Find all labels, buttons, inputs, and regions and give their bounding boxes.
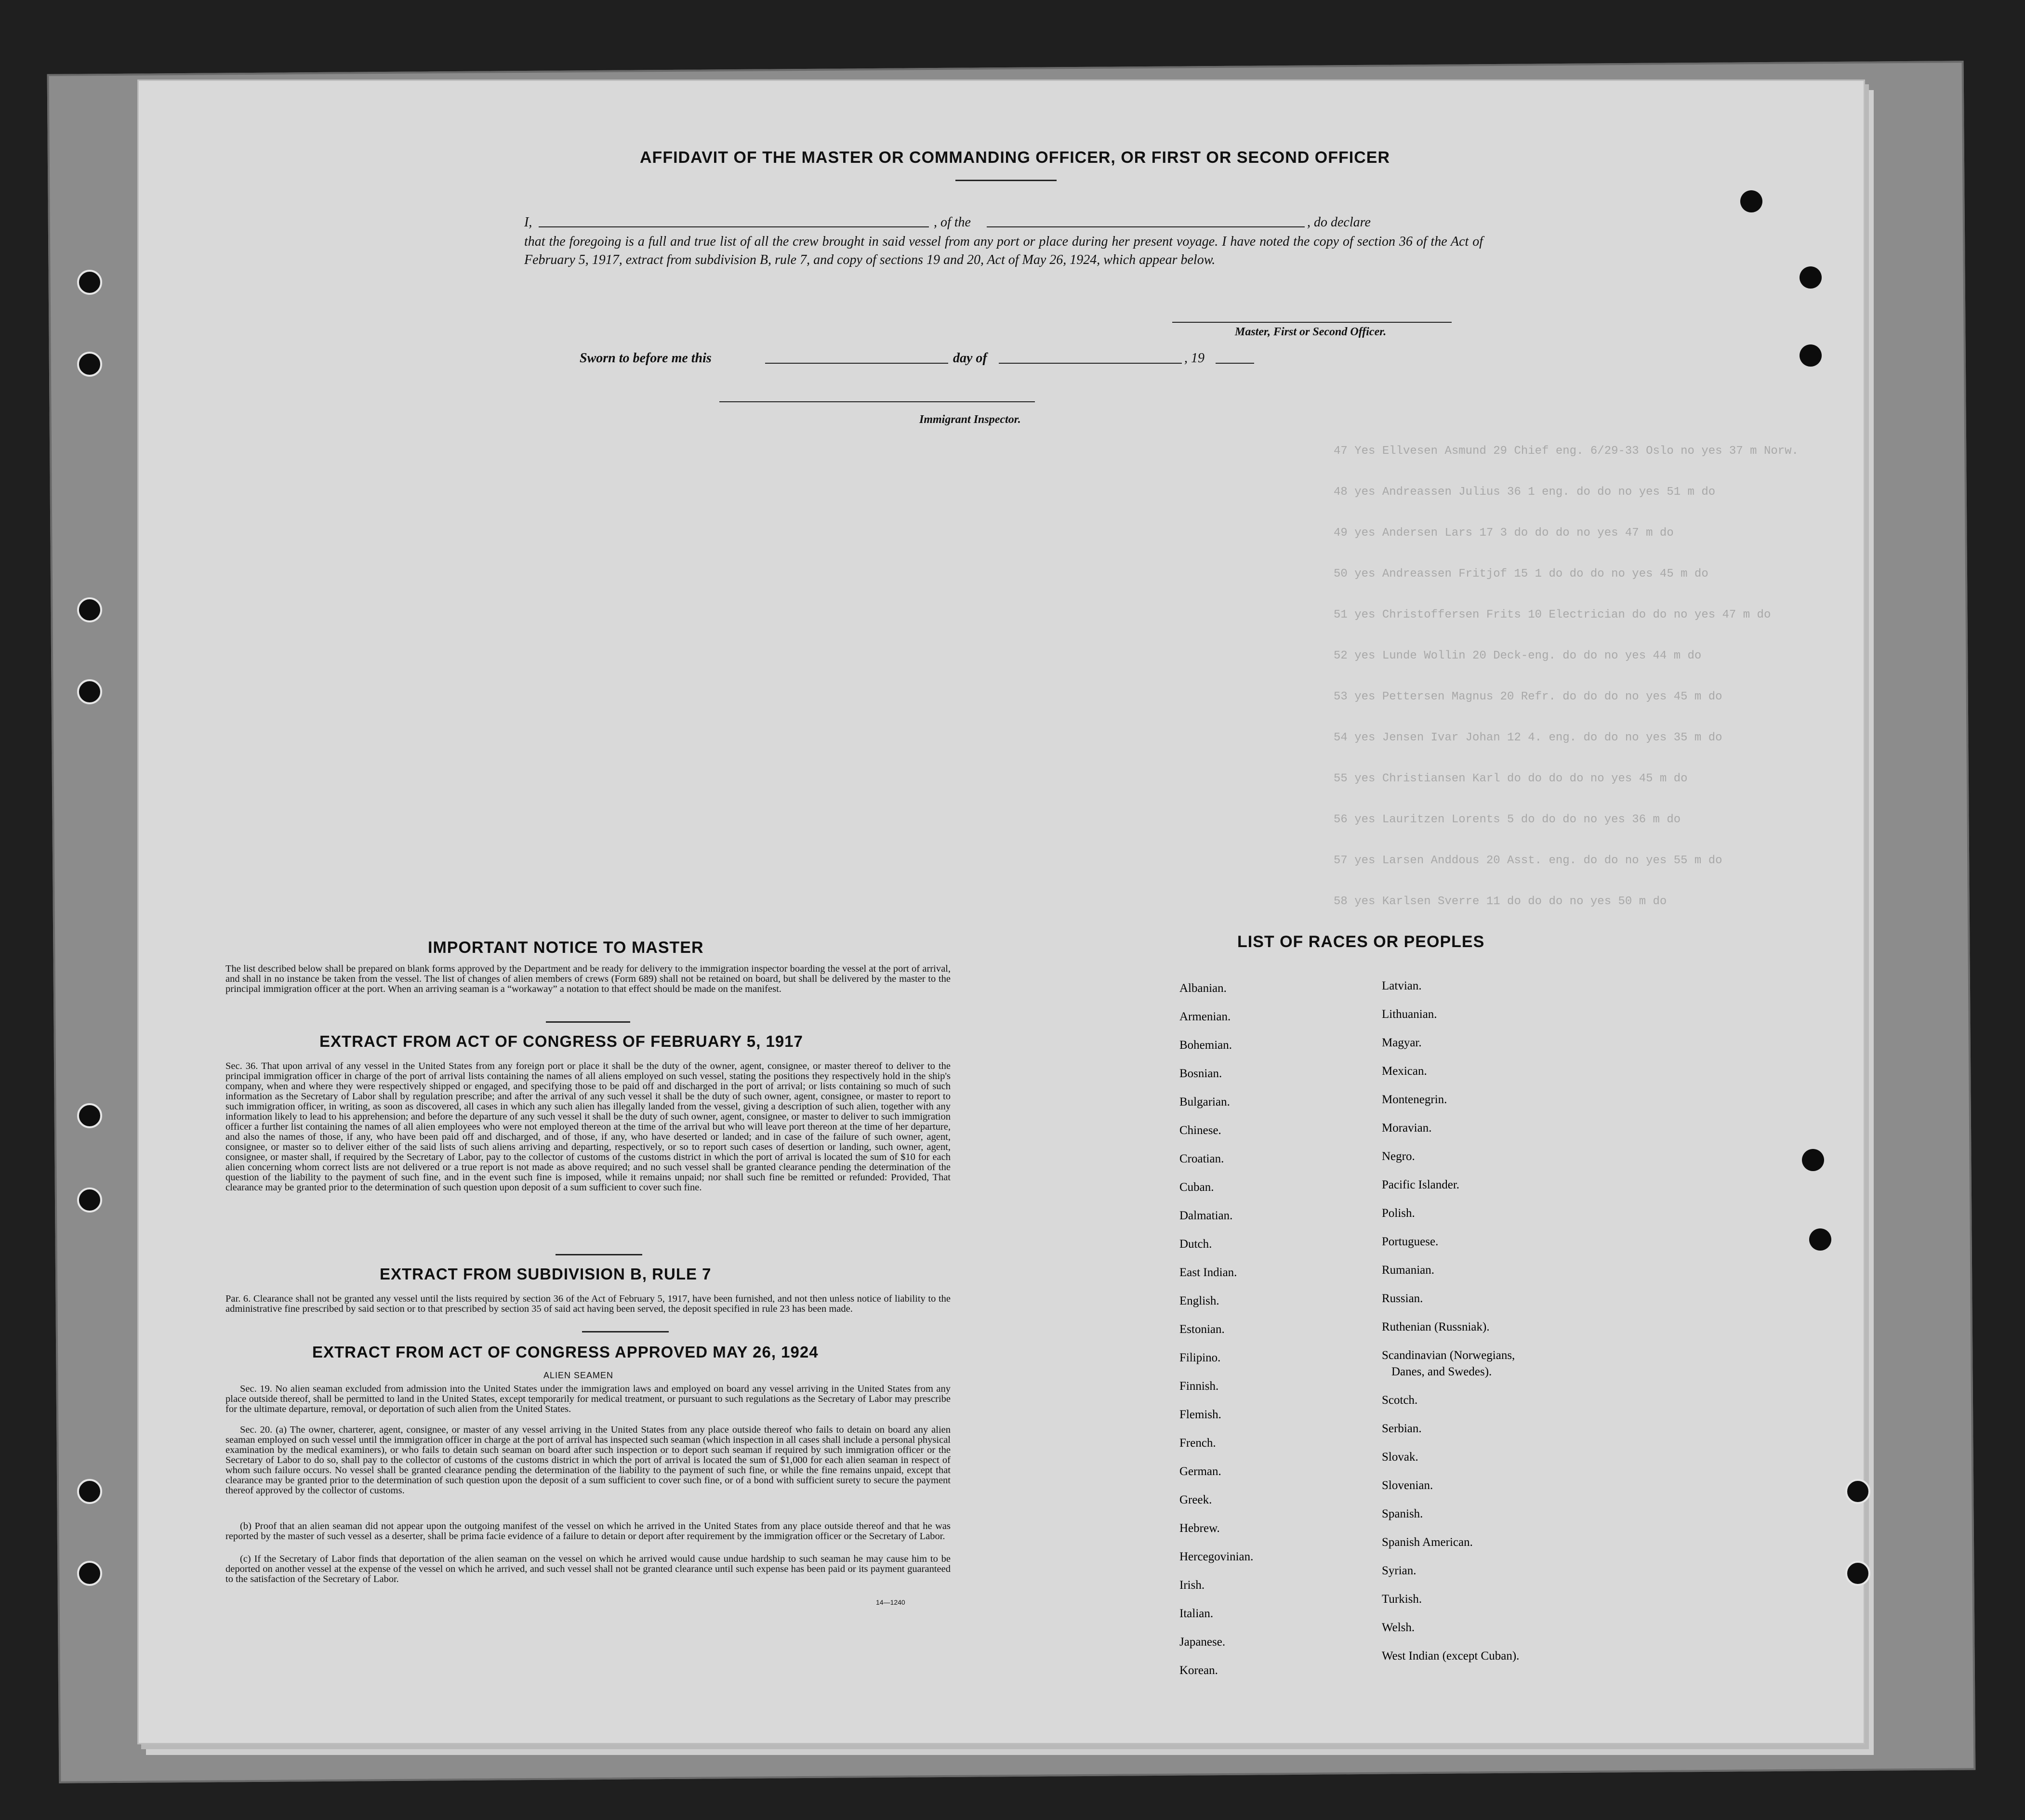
race-item: Serbian.: [1382, 1422, 1422, 1435]
punch-dot: [1800, 344, 1822, 367]
race-item: French.: [1179, 1437, 1216, 1450]
race-item: Danes, and Swedes).: [1391, 1365, 1492, 1378]
name-blank-line[interactable]: [539, 226, 929, 227]
punch-hole: [77, 1479, 102, 1504]
affidavit-title: AFFIDAVIT OF THE MASTER OR COMMANDING OFFICER, OR FIRST OR SECOND OFFICER: [640, 148, 1390, 167]
race-item: Croatian.: [1179, 1152, 1224, 1165]
sworn-label: Sworn to before me this: [580, 351, 712, 366]
race-item: Bosnian.: [1179, 1067, 1222, 1080]
manifest-back-page: 47 Yes Ellvesen Asmund 29 Chief eng. 6/29-33 Oslo no yes 37 m Norw. 48 yes Andreassen Julius 36 1 eng. do do no yes 51 m do 49 yes Andersen Lars 17 3 do do do no yes 47 m do 50 yes Andreassen Fritjof 15 1 do do do no yes 45 m do 51 yes Christoffersen Frits 10 Electrician do do no yes 47 m do 52 yes Lunde Wollin 20 Deck-eng. do do no yes 44 m do 53 yes Pettersen Magnus 20 Refr. do do do no yes 45 m do 54 yes Jensen Ivar Johan 12 4. eng. do do no yes 35 m do 55 yes Christiansen Karl do do do do no yes 45 m do 56 yes Lauritzen Lorents 5 do do do no yes 36 m do 57 yes Larsen Anddous 20 Asst. eng. do do no yes 55 m do 58 yes Karlsen Sverre 11 do do do no yes 50 m do AFFIDAVIT OF THE MASTER OR COMMANDING OFFICER, OR FIRST OR SECOND OFFICER I, , of the , do declare that the foregoing is a full and true list of all the crew brought in said vessel from any port or place during her present voyage. I have noted the copy of section 36 of the Act of February 5, 1917, extract from subdivision B, rule 7, and copy of sections 19 and 20, Act of May 26, 1924, which appear below. Master, First or Second Officer. Sworn to before me this day of , 19 Immigrant Inspector. IMPORTANT NOTICE TO MASTER The list described below shall be prepared on blank forms approved by the Department and be ready for delivery to the immigration inspector boarding the vessel at the port of arrival, and shall in no instance be taken from the vessel. The list of changes of alien members of crews (Form 689) shall not be retained on board, but shall be delivered by the master to the principal immigration officer at the port. When an arriving seaman is a “workaway” a notation to that effect should be made on the manifest. EXTRACT FROM ACT OF CONGRESS OF FEBRUARY 5, 1917 Sec. 36. That upon arrival of any vessel in the United States from any foreign port or place it shall be the duty of the owner, agent, consignee, or master thereof to deliver to the principal immigration officer in charge of the port of arrival lists containing the names of all aliens employed on such vessel, stating the positions they respectively hold in the ship's company, when and where they were respectively shipped or engaged, and specifying those to be paid off and discharged in the port of arrival; or lists containing so much of such information as the Secretary of Labor shall by regulation prescribe; and after the arrival of any such vessel it shall be the duty of such owner, agent, consignee, or master to report to such immigration officer, in writing, as soon as discovered, all cases in which any such alien has illegally landed from the vessel, giving a description of such alien, together with any information likely to lead to his apprehension; and before the departure of any such vessel it shall be the duty of such owner, agent, consignee, or master to deliver to such immigration officer a further list containing the names of all alien employees who were not employed thereon at the time of the arrival but who will leave port thereon at the time of her departure, and also the names of those, if any, who have been paid off and discharged, and of those, if any, who have deserted or landed; and in case of the failure of such owner, agent, consignee, or master so to deliver either of the said lists of such aliens arriving and departing, respectively, or so to report such cases of desertion or landing, such owner, agent, consignee, or master shall, if required by the Secretary of Labor, pay to the collector of customs of the customs district in which the port of arrival is located the sum of $10 for each alien concerning whom correct lists are not delivered or a true report is not made as above required; and no such vessel shall be granted clearance pending the determination of the question of the liability to the payment of such fine, and in the event such fine is imposed, while it remains unpaid; nor shall such fine be remitted or refunded: Provided, That clearance may be granted prior to the determination of such question upon deposit of a sum sufficient to cover such fine. EXTRACT FROM SUBDIVISION B, RULE 7 Par. 6. Clearance shall not be granted any vessel until the lists required by section 36 of the Act of February 5, 1917, have been furnished, and not then unless notice of liability to the administrative fine prescribed by said section or to that prescribed by section 35 of said act having been served, the deposit specified in rule 23 has been made. EXTRACT FROM ACT OF CONGRESS APPROVED MAY 26, 1924 ALIEN SEAMEN Sec. 19. No alien seaman excluded from admission into the United States under the immigration laws and employed on board any vessel arriving in the United States from any place outside thereof, shall be permitted to land in the United States, except temporarily for medical treatment, or pursuant to such regulations as the Secretary of Labor may prescribe for the ultimate departure, removal, or deportation of such alien from the United States. Sec. 20. (a) The owner, charterer, agent, consignee, or master of any vessel arriving in the United States from any place outside thereof who fails to detain on board any alien seaman employed on such vessel until the immigration officer in charge at the port of arrival has inspected such seaman (which inspection in all cases shall include a personal physical examination by the medical examiners), or who fails to detain such seaman on board after such inspection or to deport such seaman if required by such immigration officer or the Secretary of Labor to do so, shall pay to the collector of customs of the customs district in which the port of arrival is located the sum of $1,000 for each alien seaman in respect of whom such failure occurs. No vessel shall be granted clearance pending the determination of the liability to the payment of such fine, or while the fine remains unpaid, except that clearance may be granted prior to the determination of such question upon the deposit of a sum sufficient to cover such fine, or of a bond with sufficient surety to secure the payment thereof approved by the collector of customs. (b) Proof that an alien seaman did not appear upon the outgoing manifest of the vessel on which he arrived in the United States from any place outside thereof and that he was reported by the master of such vessel as a deserter, shall be prima facie evidence of a failure to detain or deport after requirement by the immigration officer or the Secretary of Labor. (c) If the Secretary of Labor finds that deportation of the alien seaman on the vessel on which he arrived would cause undue hardship to such seaman he may cause him to be deported on another vessel at the expense of the vessel on which he arrived, and such vessel shall not be granted clearance until such expense has been paid or its payment guaranteed to the satisfaction of the Secretary of Labor. 14—1240 LIST OF RACES OR PEOPLES Albanian. Armenian. Bohemian. Bosnian. Bulgarian. Chinese. Croatian. Cuban. Dalmatian. Dutch. East Indian. English. Estonian. Filipino. Finnish. Flemish. French. German. Greek. Hebrew. Hercegovinian. Irish. Italian. Japanese. Korean. Latvian. Lithuanian. Magyar. Mexican. Montenegrin. Moravian. Negro. Pacific Islander. Polish. Portuguese. Rumanian. Russian. Ruthenian (Russniak). Scandinavian (Norwegians, Danes, and Swedes). Scotch. Serbian. Slovak. Slovenian. Spanish. Spanish American. Syrian. Turkish. Welsh. West Indian (except Cuban).: [137, 79, 1865, 1744]
punch-dot: [1740, 190, 1762, 212]
race-item: Magyar.: [1382, 1036, 1422, 1049]
extract-rule7-text: Par. 6. Clearance shall not be granted any vessel until the lists required by section 36 of the Act of February 5, 1917, have been furnished, and not then unless notice of liability to the administrative fine prescribed by said section or to that prescribed by section 35 of said act having been served, the deposit specified in rule 23 has been made.: [225, 1293, 951, 1314]
affidavit-i-label: I,: [524, 215, 532, 230]
punch-hole: [77, 1103, 102, 1128]
extract-rule7-title: EXTRACT FROM SUBDIVISION B, RULE 7: [380, 1265, 712, 1283]
race-item: Negro.: [1382, 1150, 1415, 1163]
race-item: Welsh.: [1382, 1621, 1415, 1634]
punch-hole: [77, 1561, 102, 1586]
race-item: Greek.: [1179, 1493, 1212, 1506]
sec19-text: Sec. 19. No alien seaman excluded from admission into the United States under the immigration laws and employed on board any vessel arriving in the United States from any place outside thereof, shall be permitted to land in the United States, except temporarily for medical treatment, or pursuant to such regulations as the Secretary of Labor may prescribe for the ultimate departure, removal, or deportation of such alien from the United States.: [225, 1384, 951, 1414]
punch-dot: [1809, 1228, 1831, 1251]
month-line[interactable]: [999, 363, 1182, 364]
inspector-signature-line[interactable]: [719, 401, 1035, 402]
inspector-caption: Immigrant Inspector.: [919, 413, 1021, 426]
race-item: Armenian.: [1179, 1010, 1231, 1023]
race-item: Polish.: [1382, 1207, 1415, 1220]
race-item: Slovak.: [1382, 1451, 1418, 1464]
race-item: Bulgarian.: [1179, 1095, 1230, 1108]
race-item: Albanian.: [1179, 982, 1227, 995]
race-item: Irish.: [1179, 1579, 1205, 1592]
race-item: Latvian.: [1382, 979, 1422, 992]
punch-hole: [1845, 1561, 1870, 1586]
alien-seamen-subtitle: ALIEN SEAMEN: [543, 1371, 614, 1380]
punch-hole: [77, 1187, 102, 1213]
races-title: LIST OF RACES OR PEOPLES: [1237, 933, 1485, 951]
race-item: Spanish American.: [1382, 1536, 1473, 1549]
notice-text: The list described below shall be prepared on blank forms approved by the Department and be ready for delivery to the immigration inspector boarding the vessel at the port of arrival, and shall in no instance be taken from the vessel. The list of changes of alien members of crews (Form 689) shall not be retained on board, but shall be delivered by the master to the principal immigration officer at the port. When an arriving seaman is a “workaway” a notation to that effect should be made on the manifest.: [225, 963, 951, 994]
race-item: Pacific Islander.: [1382, 1178, 1460, 1191]
punch-hole: [77, 597, 102, 622]
races-column-2: [1382, 979, 1519, 1678]
race-item: Estonian.: [1179, 1323, 1225, 1336]
race-item: Spanish.: [1382, 1507, 1423, 1520]
sec20a-text: Sec. 20. (a) The owner, charterer, agent, consignee, or master of any vessel arriving in the United States from any place outside thereof who fails to detain on board any alien seaman employed on such vessel until the immigration officer in charge at the port of arrival has inspected such seaman (which inspection in all cases shall include a personal physical examination by the medical examiners), or who fails to detain such seaman on board after such inspection or to deport such seaman if required by such immigration officer or the Secretary of Labor to do so, shall pay to the collector of customs of the customs district in which the port of arrival is located the sum of $1,000 for each alien seaman in respect of whom such failure occurs. No vessel shall be granted clearance pending the determination of the liability to the payment of such fine, or while the fine remains unpaid, except that clearance may be granted prior to the determination of such question upon the deposit of a sum sufficient to cover such fine, or of a bond with sufficient surety to secure the payment thereof approved by the collector of customs.: [225, 1424, 951, 1496]
extract-1917-title: EXTRACT FROM ACT OF CONGRESS OF FEBRUARY 5, 1917: [319, 1032, 803, 1050]
form-number: 14—1240: [876, 1598, 905, 1606]
extract-1917-text: Sec. 36. That upon arrival of any vessel in the United States from any foreign port or place it shall be the duty of the owner, agent, consignee, or master thereof to deliver to the principal immigration officer in charge of the port of arrival lists containing the names of all aliens employed on such vessel, stating the positions they respectively hold in the ship's company, when and where they were respectively shipped or engaged, and specifying those to be paid off and discharged in the port of arrival; or lists containing so much of such information as the Secretary of Labor shall by regulation prescribe; and after the arrival of any such vessel it shall be the duty of such owner, agent, consignee, or master to report to such immigration officer, in writing, as soon as discovered, all cases in which any such alien has illegally landed from the vessel, giving a description of such alien, together with any information likely to lead to his apprehension; and before the departure of any such vessel it shall be the duty of such owner, agent, consignee, or master to deliver to such immigration officer a further list containing the names of all alien employees who were not employed thereon at the time of the arrival but who will leave port thereon at the time of her departure, and also the names of those, if any, who have been paid off and discharged, and of those, if any, who have deserted or landed; and in case of the failure of such owner, agent, consignee, or master so to deliver either of the said lists of such aliens arriving and departing, respectively, or so to report such cases of desertion or landing, such owner, agent, consignee, or master shall, if required by the Secretary of Labor, pay to the collector of customs of the customs district in which the port of arrival is located the sum of $10 for each alien concerning whom correct lists are not delivered or a true report is not made as above required; and no such vessel shall be granted clearance pending the determination of the question of the liability to the payment of such fine, and in the event such fine is imposed, while it remains unpaid; nor shall such fine be remitted or refunded: Provided, That clearance may be granted prior to the determination of such question upon deposit of a sum sufficient to cover such fine.: [225, 1061, 951, 1193]
races-column-1: [1179, 982, 1253, 1692]
master-signature-line[interactable]: [1172, 322, 1452, 323]
race-item: Rumanian.: [1382, 1264, 1435, 1277]
sworn-day-line[interactable]: [765, 363, 948, 364]
race-item: Filipino.: [1179, 1351, 1221, 1364]
race-item: Scotch.: [1382, 1394, 1418, 1407]
divider: [955, 180, 1057, 181]
race-item: Dalmatian.: [1179, 1209, 1233, 1222]
vessel-blank-line[interactable]: [987, 226, 1305, 227]
race-item: Korean.: [1179, 1664, 1218, 1677]
race-item: Scandinavian (Norwegians,: [1382, 1349, 1515, 1362]
race-item: Ruthenian (Russniak).: [1382, 1320, 1490, 1333]
race-item: Italian.: [1179, 1607, 1214, 1620]
race-item: West Indian (except Cuban).: [1382, 1649, 1520, 1662]
divider: [556, 1254, 642, 1255]
punch-hole: [77, 270, 102, 295]
race-item: Dutch.: [1179, 1238, 1212, 1251]
punch-dot: [1802, 1149, 1824, 1171]
punch-hole: [77, 352, 102, 377]
race-item: Syrian.: [1382, 1564, 1416, 1577]
race-item: Finnish.: [1179, 1380, 1219, 1393]
race-item: Moravian.: [1382, 1121, 1432, 1134]
affidavit-declare-label: , do declare: [1307, 215, 1371, 230]
race-item: Hebrew.: [1179, 1522, 1220, 1535]
race-item: Turkish.: [1382, 1593, 1422, 1606]
race-item: Japanese.: [1179, 1635, 1226, 1649]
affidavit-of-the-label: , of the: [934, 215, 971, 230]
race-item: Mexican.: [1382, 1065, 1427, 1078]
sec20b-text: (b) Proof that an alien seaman did not appear upon the outgoing manifest of the vessel on which he arrived in the United States from any place outside thereof and that he was reported by the master of such vessel as a deserter, shall be prima facie evidence of a failure to detain or deport after requirement by the immigration officer or the Secretary of Labor.: [225, 1521, 951, 1542]
race-item: Cuban.: [1179, 1181, 1214, 1194]
notice-title: IMPORTANT NOTICE TO MASTER: [428, 938, 704, 957]
punch-dot: [1800, 266, 1822, 289]
race-item: Montenegrin.: [1382, 1093, 1447, 1106]
race-item: Slovenian.: [1382, 1479, 1433, 1492]
divider: [546, 1021, 630, 1023]
punch-hole: [1845, 1479, 1870, 1504]
race-item: East Indian.: [1179, 1266, 1237, 1279]
race-item: Lithuanian.: [1382, 1008, 1437, 1021]
race-item: German.: [1179, 1465, 1221, 1478]
race-item: Hercegovinian.: [1179, 1550, 1254, 1563]
year-prefix-label: , 19: [1184, 351, 1204, 366]
race-item: English.: [1179, 1294, 1219, 1307]
day-of-label: day of: [953, 351, 987, 366]
race-item: Russian.: [1382, 1292, 1423, 1305]
punch-hole: [77, 679, 102, 704]
affidavit-paragraph: that the foregoing is a full and true list of all the crew brought in said vessel from any port or place during her present voyage. I have noted the copy of section 36 of the Act of February 5, 1917, extract from subdivision B, rule 7, and copy of sections 19 and 20, Act of May 26, 1924, which appear below.: [524, 234, 1483, 267]
race-item: Flemish.: [1179, 1408, 1221, 1421]
race-item: Chinese.: [1179, 1124, 1221, 1137]
extract-1924-title: EXTRACT FROM ACT OF CONGRESS APPROVED MAY 26, 1924: [312, 1343, 819, 1361]
master-signature-caption: Master, First or Second Officer.: [1235, 326, 1387, 338]
sec20c-text: (c) If the Secretary of Labor finds that deportation of the alien seaman on the vessel on which he arrived would cause undue hardship to such seaman he may cause him to be deported on another vessel at the expense of the vessel on which he arrived, and such vessel shall not be granted clearance until such expense has been paid or its payment guaranteed to the satisfaction of the Secretary of Labor.: [225, 1554, 951, 1584]
race-item: Portuguese.: [1382, 1235, 1439, 1248]
divider: [582, 1331, 669, 1332]
race-item: Bohemian.: [1179, 1039, 1232, 1052]
year-line[interactable]: [1216, 363, 1254, 364]
